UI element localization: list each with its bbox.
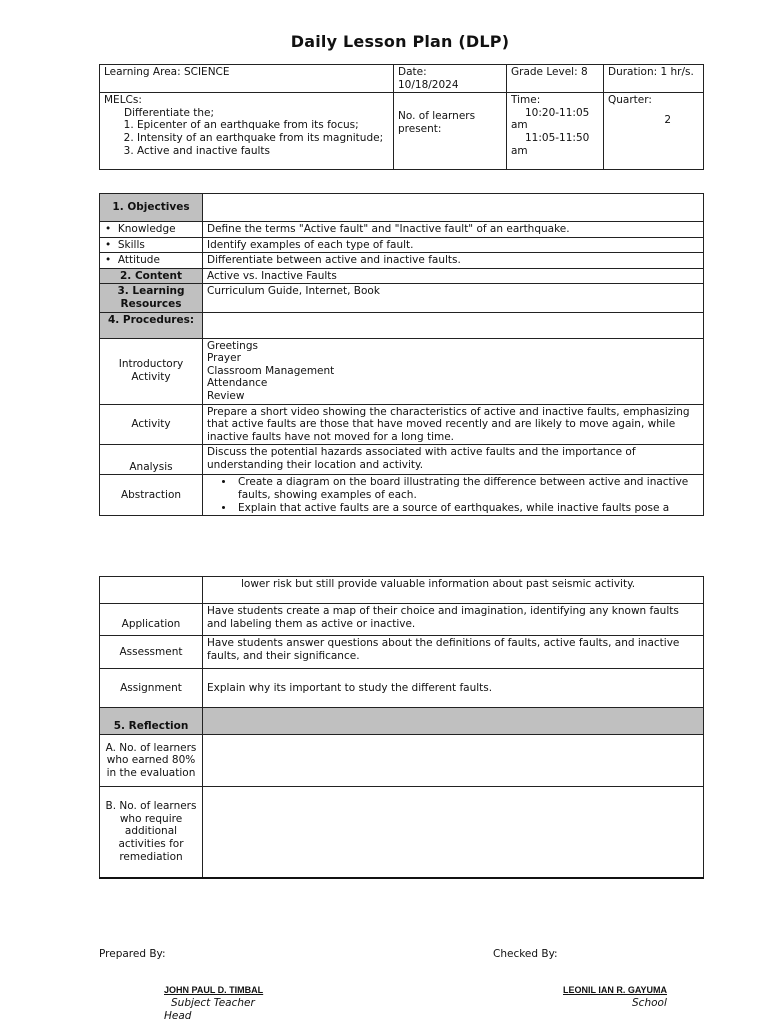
quarter-cell bbox=[604, 93, 704, 170]
intro-activity-list bbox=[203, 338, 704, 404]
procedures-blank bbox=[203, 312, 704, 338]
knowledge-row-label: • Knowledge bbox=[100, 222, 203, 238]
duration: Duration: 1 hr/s. bbox=[604, 65, 704, 93]
resources-header: 3. Learning Resources bbox=[100, 284, 203, 312]
intro-activity-label: Introductory Activity bbox=[100, 338, 203, 404]
melcs-item: 3. Active and inactive faults bbox=[137, 145, 389, 158]
assignment-label: Assignment bbox=[100, 669, 203, 708]
time-slot-2: 11:05-11:50 am bbox=[511, 131, 590, 157]
knowledge-text: Define the terms "Active fault" and "Inactive fault" of an earthquake. bbox=[203, 222, 704, 238]
activity-label: Activity bbox=[100, 404, 203, 445]
knowledge-label: Knowledge bbox=[117, 223, 176, 235]
application-text: Have students create a map of their choice and imagination, identifying any known faults and labeling them as active or inactive. bbox=[203, 604, 704, 636]
reflection-b-label: B. No. of learners who require additional activities for remediation bbox=[100, 787, 203, 878]
assignment-text: Explain why its important to study the different faults. bbox=[203, 669, 704, 708]
melcs-intro: Differentiate the; bbox=[124, 106, 215, 119]
time-slot-1: 10:20-11:05 am bbox=[511, 106, 590, 132]
attitude-label: Attitude bbox=[117, 254, 160, 267]
assessment-label: Assessment bbox=[100, 636, 203, 669]
melcs-cell bbox=[100, 93, 394, 170]
content-header: 2. Content bbox=[100, 268, 203, 284]
learners-present: No. of learners present: bbox=[394, 93, 507, 170]
melcs-item: 2. Intensity of an earthquake from its magnitude; bbox=[137, 132, 389, 145]
attitude-row-label: • Attitude bbox=[100, 253, 203, 269]
skills-label: Skills bbox=[117, 238, 145, 251]
abstraction-list bbox=[207, 476, 699, 514]
analysis-text: Discuss the potential hazards associated with active faults and the importance of understanding their location and activity. bbox=[203, 445, 704, 475]
intro-item: Classroom Management bbox=[207, 364, 335, 377]
intro-item: Prayer bbox=[207, 352, 241, 365]
activity-text: Prepare a short video showing the characteristics of active and inactive faults, emphasizing that active faults are those that have moved recently and are likely to move again, while inactive faults have not moved for a long time. bbox=[203, 404, 704, 445]
abstraction-continued: lower risk but still provide valuable information about past seismic activity. bbox=[203, 577, 704, 604]
date-value: 10/18/2024 bbox=[398, 78, 459, 91]
reflection-b-value bbox=[203, 787, 704, 878]
reflection-a-value bbox=[203, 735, 704, 787]
learning-area: Learning Area: SCIENCE bbox=[100, 65, 394, 93]
content-text: Active vs. Inactive Faults bbox=[203, 268, 704, 284]
date-label: Date: bbox=[398, 66, 427, 78]
skills-text: Identify examples of each type of fault. bbox=[203, 237, 704, 253]
reflection-a-label: A. No. of learners who earned 80% in the evaluation bbox=[100, 735, 203, 787]
procedures-header: 4. Procedures: bbox=[100, 312, 203, 338]
intro-item: Greetings bbox=[207, 339, 258, 352]
document-title: Daily Lesson Plan (DLP) bbox=[290, 32, 510, 51]
continued-blank bbox=[100, 577, 203, 604]
time-cell bbox=[507, 93, 604, 170]
analysis-label: Analysis bbox=[100, 445, 203, 475]
attitude-text: Differentiate between active and inactive faults. bbox=[203, 253, 704, 269]
checked-by-label: Checked By: bbox=[493, 948, 558, 960]
abstraction-label: Abstraction bbox=[100, 475, 203, 516]
header-table bbox=[99, 64, 704, 170]
melcs-item: 1. Epicenter of an earthquake from its focus; bbox=[137, 119, 389, 132]
preparer-name: JOHN PAUL D. TIMBAL bbox=[164, 985, 264, 995]
skills-row-label: • Skills bbox=[100, 237, 203, 253]
intro-item: Review bbox=[207, 389, 245, 402]
melcs-label: MELCs: bbox=[104, 94, 142, 107]
objectives-blank bbox=[203, 194, 704, 222]
intro-item: Attendance bbox=[207, 377, 268, 390]
abstraction-item: • Explain that active faults are a source of earthquakes, while inactive faults pose a bbox=[235, 502, 699, 515]
date-cell bbox=[394, 65, 507, 93]
reflection-blank bbox=[203, 708, 704, 735]
objectives-header: 1. Objectives bbox=[100, 194, 203, 222]
preparer-role-continued: Head bbox=[164, 1010, 192, 1022]
melcs-list bbox=[104, 119, 389, 157]
checker-role: School bbox=[632, 997, 667, 1009]
abstraction-item: • Create a diagram on the board illustrating the difference between active and inactive faults, showing examples of each. bbox=[235, 476, 699, 501]
checker-name: LEONIL IAN R. GAYUMA bbox=[563, 985, 668, 995]
resources-text: Curriculum Guide, Internet, Book bbox=[203, 284, 704, 312]
grade-level: Grade Level: 8 bbox=[507, 65, 604, 93]
reflection-header: 5. Reflection bbox=[100, 708, 203, 735]
time-label: Time: bbox=[511, 94, 541, 107]
lesson-plan-table-continued bbox=[99, 576, 704, 879]
quarter-value: 2 bbox=[664, 113, 671, 126]
preparer-role: Subject Teacher bbox=[171, 997, 255, 1009]
prepared-by-label: Prepared By: bbox=[99, 948, 166, 960]
lesson-plan-table bbox=[99, 193, 704, 516]
assessment-text: Have students answer questions about the definitions of faults, active faults, and inactive faults, and their significance. bbox=[203, 636, 704, 669]
abstraction-cell bbox=[203, 475, 704, 516]
application-label: Application bbox=[100, 604, 203, 636]
quarter-label: Quarter: bbox=[608, 94, 652, 107]
